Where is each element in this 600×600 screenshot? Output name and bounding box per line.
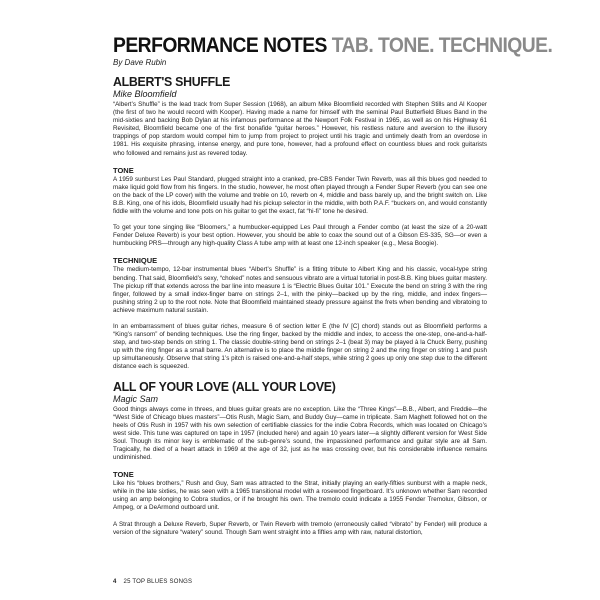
book-title: 25 TOP BLUES SONGS	[123, 579, 193, 585]
song-section-all-of-your-love	[113, 380, 487, 537]
tone-heading: TONE	[113, 470, 134, 480]
tone-paragraph: To get your tone singing like “Bloomers,” a humbucker-equipped Les Paul through a Fender combo (at least the size of a 20-watt Fender Deluxe Reverb) is your best option. However, you should be able to coax the sound out of a Gibson ES-335, SG—or even a humbucking PRS—through any high-quality Class A tube amp with at least one 12-inch speaker (e.g., Mesa Boogie).	[113, 224, 487, 248]
song-section-alberts-shuffle	[113, 75, 487, 372]
page-title	[113, 34, 553, 58]
page-title-main: PERFORMANCE NOTES	[113, 34, 327, 57]
song-artist: Magic Sam	[113, 393, 159, 404]
intro-paragraph: “Albert’s Shuffle” is the lead track from Super Session (1968), an album Mike Bloomfield recorded with Stephen Stills and Al Kooper (the first of two he would record with Kooper). Having made a name for himself with the seminal Paul Butterfield Blues Band in the mid-sixties and backing Bob Dylan at his infamous performance at the Newport Folk Festival in 1965, as well as on his Highway 61 Revisited, Bloomfield became one of the first bonafide “guitar heroes.” However, his restless nature and aversion to the illusory trappings of pop stardom would compel him to jump from project to project until his tragic and untimely death from an overdose in 1981. His exquisite phrasing, intense energy, and pure tone, however, had a profound effect on countless blues and rock guitarists who followed and remains just as revered today.	[113, 101, 487, 157]
song-title: ALL OF YOUR LOVE (ALL YOUR LOVE)	[113, 378, 336, 394]
page-title-sub: TAB. TONE. TECHNIQUE.	[331, 34, 553, 57]
tone-heading: TONE	[113, 165, 134, 175]
document-page	[113, 34, 553, 545]
technique-paragraph: In an embarrassment of blues guitar riches, measure 6 of section letter E (the IV [C] chord) stands out as Bloomfield performs a “King’s ransom” of bending techniques. Use the ring finger, backed by the middle and index, to access the one-step, one-and-a-half-step, and two-step bends on string 1. The classic double-string bend on strings 2–1 (beat 3) may be played à la Chuck Berry, pushing up with the ring finger as a small barre. An alternative is to place the middle finger on string 2 and the ring finger on string 1 and push up simultaneously. Observe that string 1’s pitch is raised one-and-a-half steps, while string 2 goes up only one step due to the different distance each is squeezed.	[113, 322, 487, 371]
song-title: ALBERT'S SHUFFLE	[113, 74, 231, 89]
technique-paragraph: The medium-tempo, 12-bar instrumental blues “Albert’s Shuffle” is a fitting tribute to Albert King and his classic, vocal-type string bending. That said, Bloomfield’s sexy, “choked” notes and sensuous vibrato are a virtual tutorial in post-B.B. King blues guitar mastery. The pickup riff that extends across the bar line into measure 1 is “Electric Blues Guitar 101.” Execute the bend on string 3 with the ring finger, followed by a small index-finger barre on strings 2–1, with the pinky—backed up by the ring, middle, and index fingers—pushing string 2 up to the root note. Note that Bloomfield maintained steady pressure against the frets when bending and vibratoing to achieve maximum natural sustain.	[113, 266, 487, 314]
page-number: 4	[113, 579, 117, 585]
byline: By Dave Rubin	[113, 58, 167, 67]
tone-paragraph: A 1959 sunburst Les Paul Standard, plugged straight into a cranked, pre-CBS Fender Twin Reverb, was all this blues god needed to make liquid gold flow from his fingers. In the studio, however, he most often played through a Fender Super Reverb (you can see one on the back of the LP cover) with the volume and treble on 10, reverb on 4, middle and bass barely up, and the bright switch on. Like B.B. King, one of his idols, Bloomfield usually had his pickup selector in the middle, with both P.A.F. “buckers on, and would constantly fiddle with the volume and tone pots on his guitar to get the exact, fat “hi-fi” tone he desired.	[113, 175, 487, 216]
tone-paragraph: Like his “blues brothers,” Rush and Guy, Sam was attracted to the Strat, initially playing an early-fifties sunburst with a maple neck, while in the late sixties, he was seen with a 1965 transitional model with a rosewood fingerboard. It’s unknown whether Sam recorded using an amp belonging to Cobra studios, or if he brought his own. The tremolo could indicate a 1955 Fender Tremolux, Gibson, or Ampeg, or a DeArmond outboard unit.	[113, 480, 487, 512]
intro-paragraph: Good things always come in threes, and blues guitar greats are no exception. Like the “Three Kings”—B.B., Albert, and Freddie—the “West Side of Chicago blues masters”—Otis Rush, Magic Sam, and Buddy Guy—came in triplicate. Sam Maghett followed hot on the heels of Otis Rush in 1957 with his own selection of certifiable classics for the indie Cobra Records, which was located on Chicago’s west side. This tune was captured on tape in 1957 (included here) and again 10 years later—a slightly different version for West Side Soul. Though its minor key is emblematic of the sub-genre’s sound, the impassioned performance and guitar style are all Sam. Tragically, he died of a heart attack in 1969 at the age of 32, just as he was crossing over, but his considerable influence remains undiminished.	[113, 405, 487, 462]
page-footer	[113, 579, 192, 585]
tone-paragraph: A Strat through a Deluxe Reverb, Super Reverb, or Twin Reverb with tremolo (erroneously called “vibrato” by Fender) will produce a version of the signature “watery” sound. Though Sam went straight into a fifties amp with raw, natural distortion,	[113, 520, 487, 536]
song-artist: Mike Bloomfield	[113, 89, 177, 99]
technique-heading: TECHNIQUE	[113, 256, 158, 266]
